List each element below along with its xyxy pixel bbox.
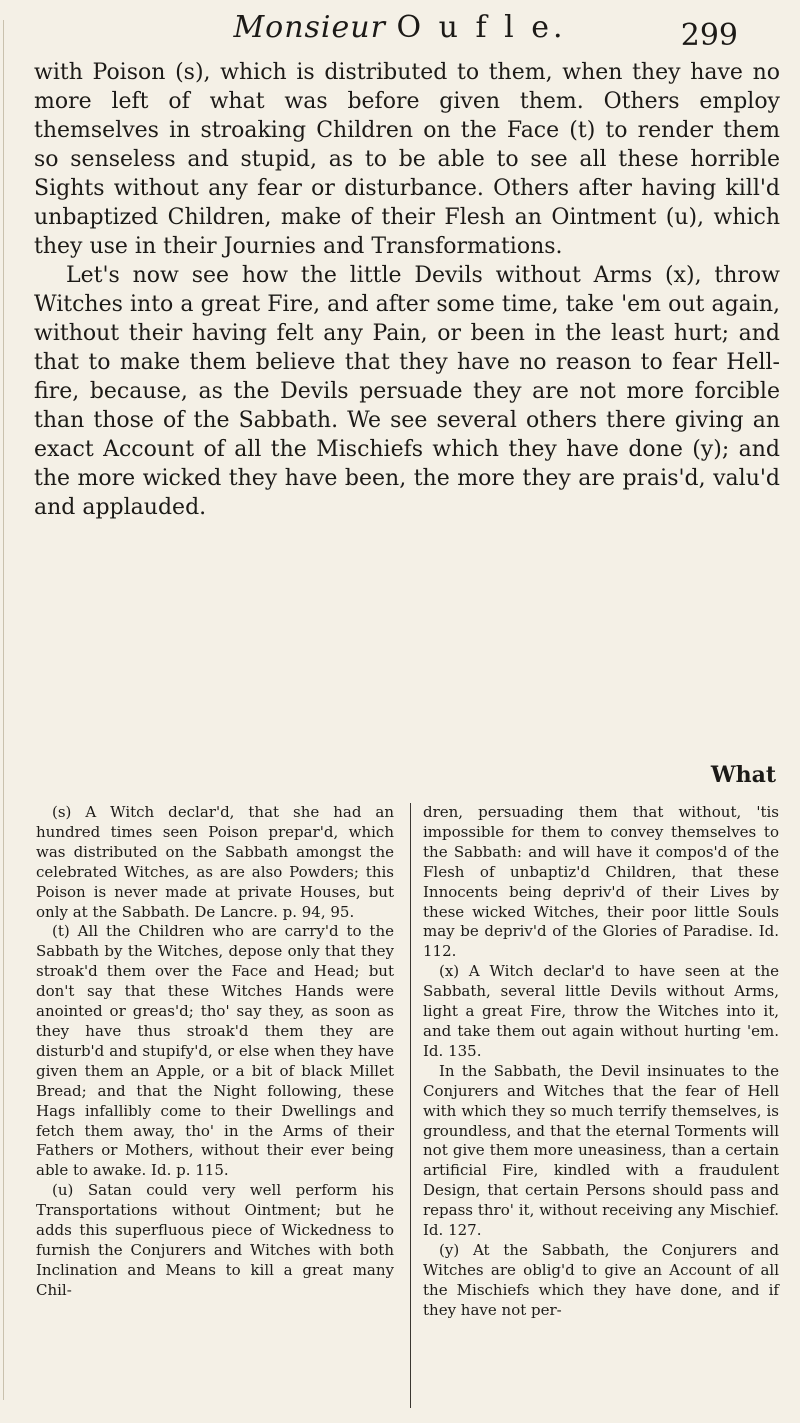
page-number: 299: [680, 18, 738, 53]
running-head-name: O u f l e.: [396, 10, 567, 45]
main-paragraph: Let's now see how the little Devils without Arms (x), throw Witches into a great Fire, and after some time, take 'em out again, without their having felt any Pain, or been in the least hurt; and that to make them believe that they have no reason to fear Hell-fire, because, as the Devils persuade they are not more forcible than those of the Sabbath. We see several others there giving an exact Account of all the Mischiefs which they have done (y); and the more wicked they have been, the more they are prais'd, valu'd and applauded.: [34, 263, 780, 520]
main-text: [34, 58, 780, 522]
page-edge-shadow: [3, 20, 4, 1400]
column-divider: [410, 803, 411, 1408]
running-head-title: Monsieur: [233, 10, 386, 45]
footnotes-right-column: [423, 803, 779, 1321]
footnote: dren, persuading them that without, 'tis impossible for them to convey themselves to the Sabbath: and will have it compos'd of the Flesh of unbaptiz'd Children, that these Innocents being depriv'd of their Lives by these wicked Witches, their poor little Souls may be depriv'd of the Glories of Paradise. Id. 112.: [423, 803, 779, 961]
main-paragraph: with Poison (s), which is distributed to them, when they have no more left of what was before given them. Others employ themselves in stroaking Children on the Face (t) to render them so senseless and stupid, as to be able to see all these horrible Sights without any fear or disturbance. Others after having kill'd unbaptized Children, make of their Flesh an Ointment (u), which they use in their Journies and Transformations.: [34, 60, 780, 259]
footnote: (y) At the Sabbath, the Conjurers and Witches are oblig'd to give an Account of all the Mischiefs which they have done, and if they have not per-: [423, 1240, 779, 1319]
footnote: (t) All the Children who are carry'd to the Sabbath by the Witches, depose only that they stroak'd them over the Face and Head; but don't say that these Witches Hands were anointed or greas'd; tho' say they, as soon as they have thus stroak'd them they are disturb'd and stupify'd, or else when they have given them an Apple, or a bit of black Millet Bread; and that the Night following, these Hags infallibly come to their Dwellings and fetch them away, tho' in the Arms of their Fathers or Mothers, without their ever being able to awake. Id. p. 115.: [36, 922, 394, 1180]
footnote: In the Sabbath, the Devil insinuates to the Conjurers and Witches that the fear of Hell with which they so much terrify themselves, is groundless, and that the eternal Torments will not give them more uneasiness, than a certain artificial Fire, kindled with a fraudulent Design, that certain Persons should pass and repass thro' it, without receiving any Mischief. Id. 127.: [423, 1061, 779, 1240]
catchword: What: [710, 762, 776, 788]
footnotes: [36, 803, 780, 1413]
footnote: (u) Satan could very well perform his Transportations without Ointment; but he adds this superfluous piece of Wickedness to furnish the Conjurers and Witches with both Inclination and Means to kill a great many Chil-: [36, 1181, 394, 1299]
running-head: [60, 10, 740, 45]
page-header: [60, 8, 740, 54]
footnotes-left-column: [36, 803, 394, 1301]
footnote: (x) A Witch declar'd to have seen at the Sabbath, several little Devils without Arms, light a great Fire, throw the Witches into it, and take them out again without hurting 'em. Id. 135.: [423, 962, 779, 1060]
footnote: (s) A Witch declar'd, that she had an hundred times seen Poison prepar'd, which was distributed on the Sabbath amongst the celebrated Witches, as are also Powders; this Poison is never made at private Houses, but only at the Sabbath. De Lancre. p. 94, 95.: [36, 803, 394, 921]
